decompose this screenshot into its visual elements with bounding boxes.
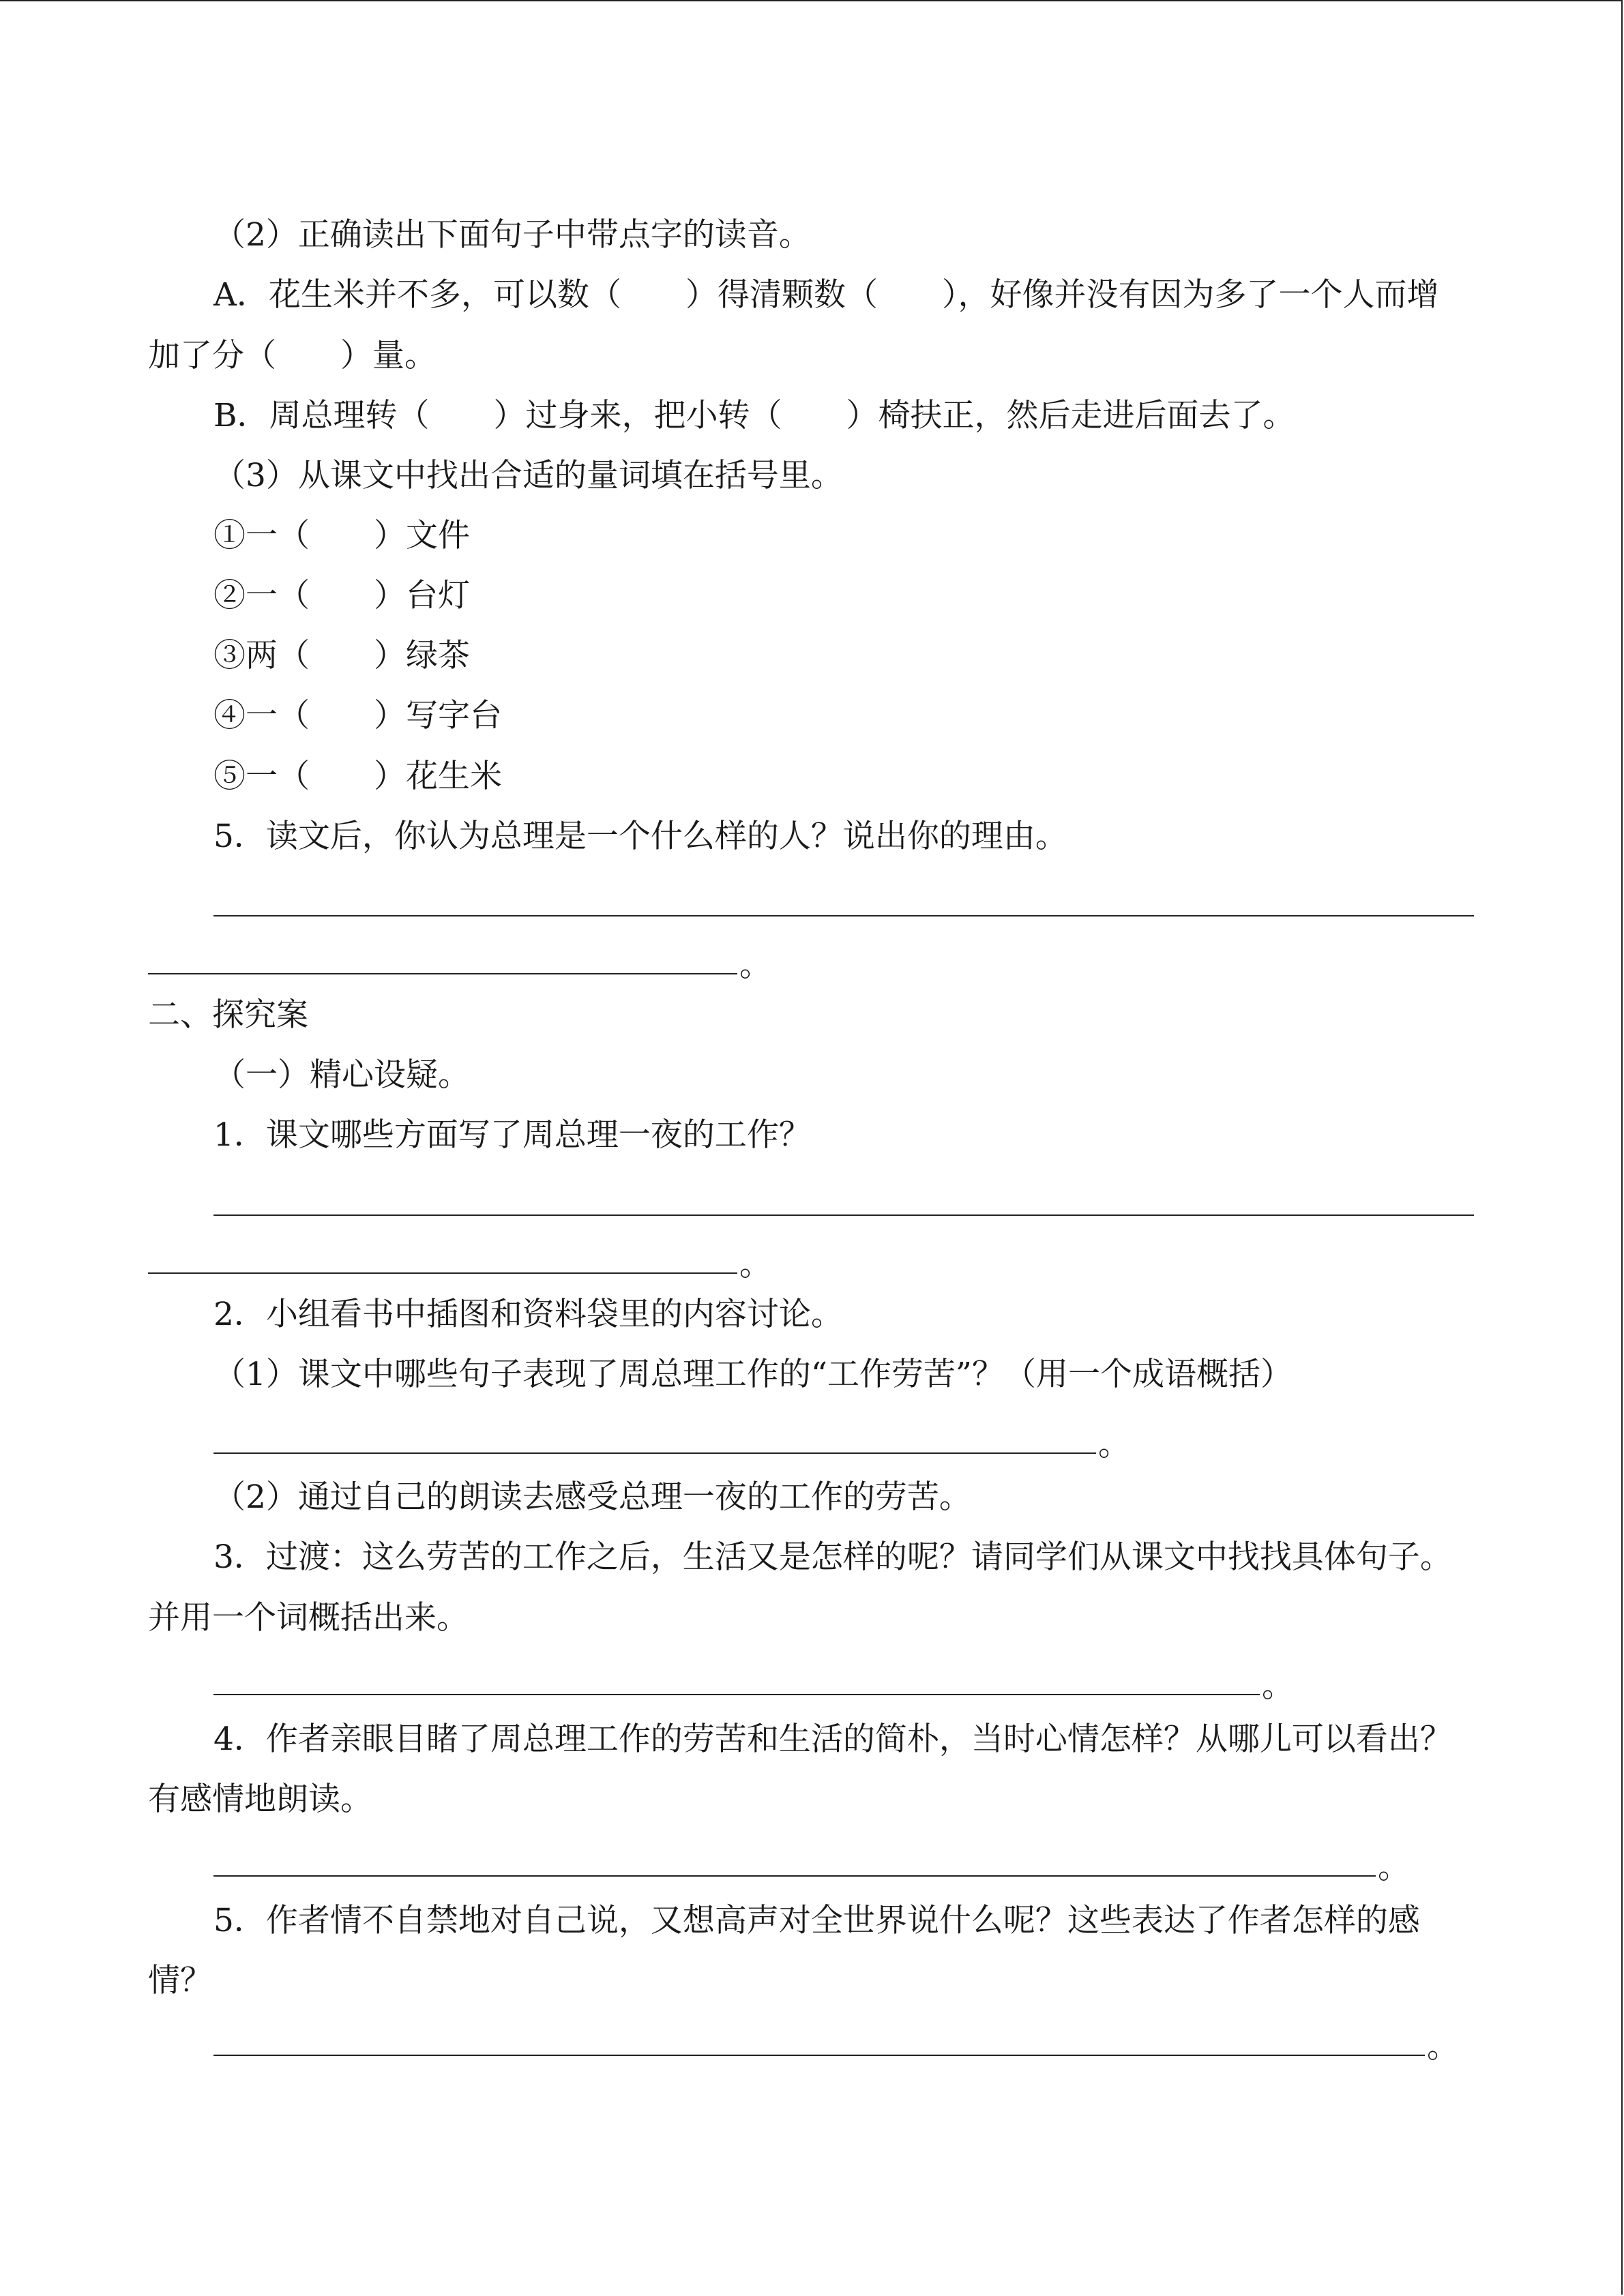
period-mark: 。 [739, 946, 771, 984]
q2-a-line1: A．花生米并不多，可以数（ ）得清颗数（ ），好像并没有因为多了一个人而增 [213, 276, 1439, 314]
q3-item-5: ⑤一（ ）花生米 [213, 758, 502, 795]
sub1-title: （一）精心设疑。 [213, 1056, 470, 1094]
period-mark: 。 [1378, 1849, 1410, 1886]
explore-q5-line2: 情？ [148, 1962, 212, 1999]
period-mark: 。 [1098, 1426, 1130, 1463]
period-mark: 。 [1427, 2028, 1459, 2066]
explore-q3-line1: 3．过渡：这么劳苦的工作之后，生活又是怎样的呢？请同学们从课文中找找具体句子。 [213, 1538, 1452, 1576]
q2-a-line2: 加了分（ ）量。 [148, 337, 437, 374]
q5-title: 5．读文后，你认为总理是一个什么样的人？说出你的理由。 [213, 818, 1067, 855]
explore-q2: 2．小组看书中插图和资料袋里的内容讨论。 [213, 1296, 843, 1333]
explore-q2-1: （1）课文中哪些句子表现了周总理工作的“工作劳苦”？（用一个成语概括） [213, 1356, 1293, 1393]
explore-q1: 1．课文哪些方面写了周总理一夜的工作？ [213, 1116, 811, 1154]
q3-item-4: ④一（ ）写字台 [213, 697, 502, 734]
answer-line [213, 2055, 1425, 2056]
q3-title: （3）从课文中找出合适的量词填在括号里。 [213, 457, 843, 494]
answer-line [148, 1272, 737, 1274]
q2-b: B．周总理转（ ）过身来，把小转（ ）椅扶正，然后走进后面去了。 [213, 397, 1295, 434]
explore-q3-line2: 并用一个词概括出来。 [148, 1599, 469, 1637]
period-mark: 。 [739, 1246, 771, 1283]
explore-q4-line1: 4．作者亲眼目睹了周总理工作的劳苦和生活的简朴，当时心情怎样？从哪儿可以看出？ [213, 1720, 1452, 1758]
answer-line [213, 1214, 1474, 1216]
answer-line [213, 1452, 1096, 1454]
section2-title: 二、探究案 [148, 996, 308, 1034]
q3-item-2: ②一（ ）台灯 [213, 577, 470, 614]
explore-q5-line1: 5．作者情不自禁地对自己说，又想高声对全世界说什么呢？这些表达了作者怎样的感 [213, 1902, 1420, 1939]
q2-title: （2）正确读出下面句子中带点字的读音。 [213, 216, 811, 254]
explore-q2-2: （2）通过自己的朗读去感受总理一夜的工作的劳苦。 [213, 1478, 971, 1516]
answer-line [213, 1875, 1376, 1877]
explore-q4-line2: 有感情地朗读。 [148, 1780, 372, 1818]
answer-line [148, 973, 737, 974]
answer-line [213, 1694, 1260, 1695]
answer-line [213, 915, 1474, 916]
period-mark: 。 [1262, 1667, 1294, 1705]
q3-item-1: ①一（ ）文件 [213, 517, 470, 554]
q3-item-3: ③两（ ）绿茶 [213, 637, 470, 674]
